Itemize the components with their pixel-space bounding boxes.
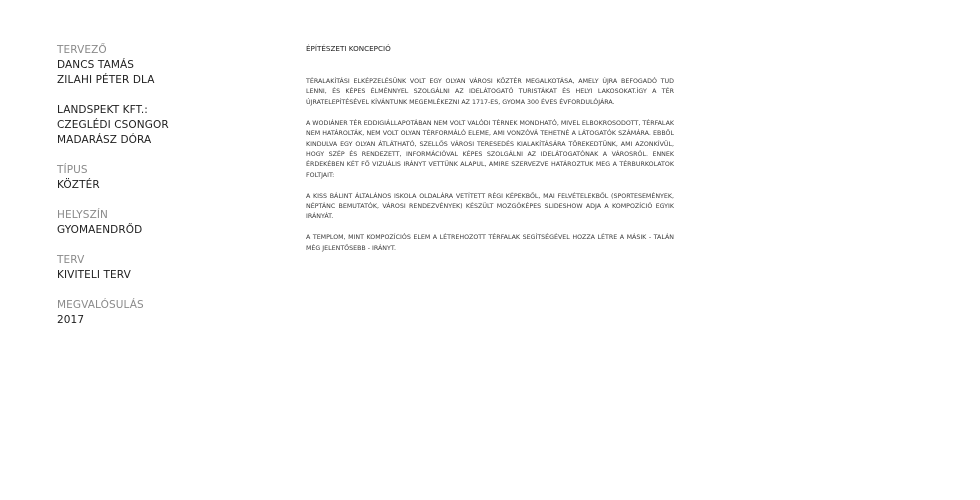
concept-paragraph-1: TÉRALAKÍTÁSI ELKÉPZELÉSÜNK VOLT EGY OLYAN VÁROSI KÖZTÉR MEGALKOTÁSA, AMELY ÚJRA BEFOGADÓ TUD LENNI, ÉS KÉPES ÉLMÉNNYEL SZOLGÁLNI AZ IDELÁTOGATÓ TURISTÁKAT ÉS HELYI LAKOSOKAT.ÍGY A TÉR ÚJRATELEPÍTÉSÉVEL KÍVÁNTUNK MEGEMLÉKEZNI AZ 1717-ES, GYOMA 300 ÉVES ÉVFORDULÓJÁRA. <box>306 78 674 106</box>
realization-label: MEGVALÓSULÁS <box>57 299 144 311</box>
plan-value: KIVITELI TERV <box>57 269 131 281</box>
designer-name-1: DANCS TAMÁS <box>57 59 135 71</box>
landscape-designer-2: MADARÁSZ DÓRA <box>57 134 152 146</box>
landscape-designer-1: CZEGLÉDI CSONGOR <box>57 119 169 131</box>
concept-paragraph-3: A KISS BÁLINT ÁLTALÁNOS ISKOLA OLDALÁRA VETÍTETT RÉGI KÉPEKBŐL, MAI FELVÉTELEKBŐL (SPORTESEMÉNYEK, NÉPTÁNC BEMUTATÓK, VÁROSI RENDEZVÉNYEK) KÉSZÜLT MOZGÓKÉPES SLIDESHOW ADJA A KOMPOZÍCIÓ EGYIK IRÁNYÁT. <box>306 192 674 221</box>
plan-block <box>57 253 277 283</box>
designer-name-2: ZILAHI PÉTER DLA <box>57 74 155 86</box>
plan-label: TERV <box>57 254 85 266</box>
concept-title: ÉPÍTÉSZETI KONCEPCIÓ <box>306 44 391 53</box>
type-value: KÖZTÉR <box>57 179 100 191</box>
designer-block <box>57 43 277 88</box>
realization-year: 2017 <box>57 314 85 326</box>
location-label: HELYSZÍN <box>57 209 109 221</box>
designer-label: TERVEZŐ <box>57 44 107 56</box>
concept-paragraph-4: A TEMPLOM, MINT KOMPOZÍCIÓS ELEM A LÉTREHOZOTT TÉRFALAK SEGÍTSÉGÉVEL HOZZA LÉTRE A MÁSIK - TALÁN MÉG JELENTŐSEBB - IRÁNYT. <box>306 234 674 252</box>
type-block <box>57 163 277 193</box>
location-block <box>57 208 277 238</box>
concept-paragraph-2: A WODIÁNER TÉR EDDIGIÁLLAPOTÁBAN NEM VOLT VALÓDI TÉRNEK MONDHATÓ, MIVEL ELBOKROSODOTT, TÉRFALAK NEM HATÁROLTÁK, NEM VOLT OLYAN TÉRFORMÁLÓ ELEME, AMI VONZÓVÁ TEHETNÉ A LÁTOGATÓK SZÁMÁRA. EBBŐL KINDULVA EGY OLYAN ÁTLÁTHATÓ, SZELLŐS VÁROSI TERESEDÉS KIALAKÍTÁSÁRA TÖREKEDTÜNK, AMI AZONKÍVÜL, HOGY SZÉP ÉS RENDEZETT, INFORMÁCIÓVAL KÉPES SZOLGÁLNI AZ IDELÁTOGATÓNAK A VÁROSRÓL. ENNEK ÉRDEKÉBEN KÉT FŐ VIZUÁLIS IRÁNYT VETTÜNK ALAPUL, AMIRE SZERVEZVE HATÁROZTUK MEG A TÉRBURKOLATOK FOLTJAIT: <box>306 119 675 179</box>
type-label: TÍPUS <box>57 164 88 176</box>
project-info-sidebar <box>57 43 277 343</box>
landscape-designer-block <box>57 103 277 148</box>
realization-block <box>57 298 277 328</box>
landscape-company: LANDSPEKT KFT.: <box>57 104 148 116</box>
location-value: GYOMAENDRŐD <box>57 224 143 236</box>
concept-section <box>306 44 674 265</box>
